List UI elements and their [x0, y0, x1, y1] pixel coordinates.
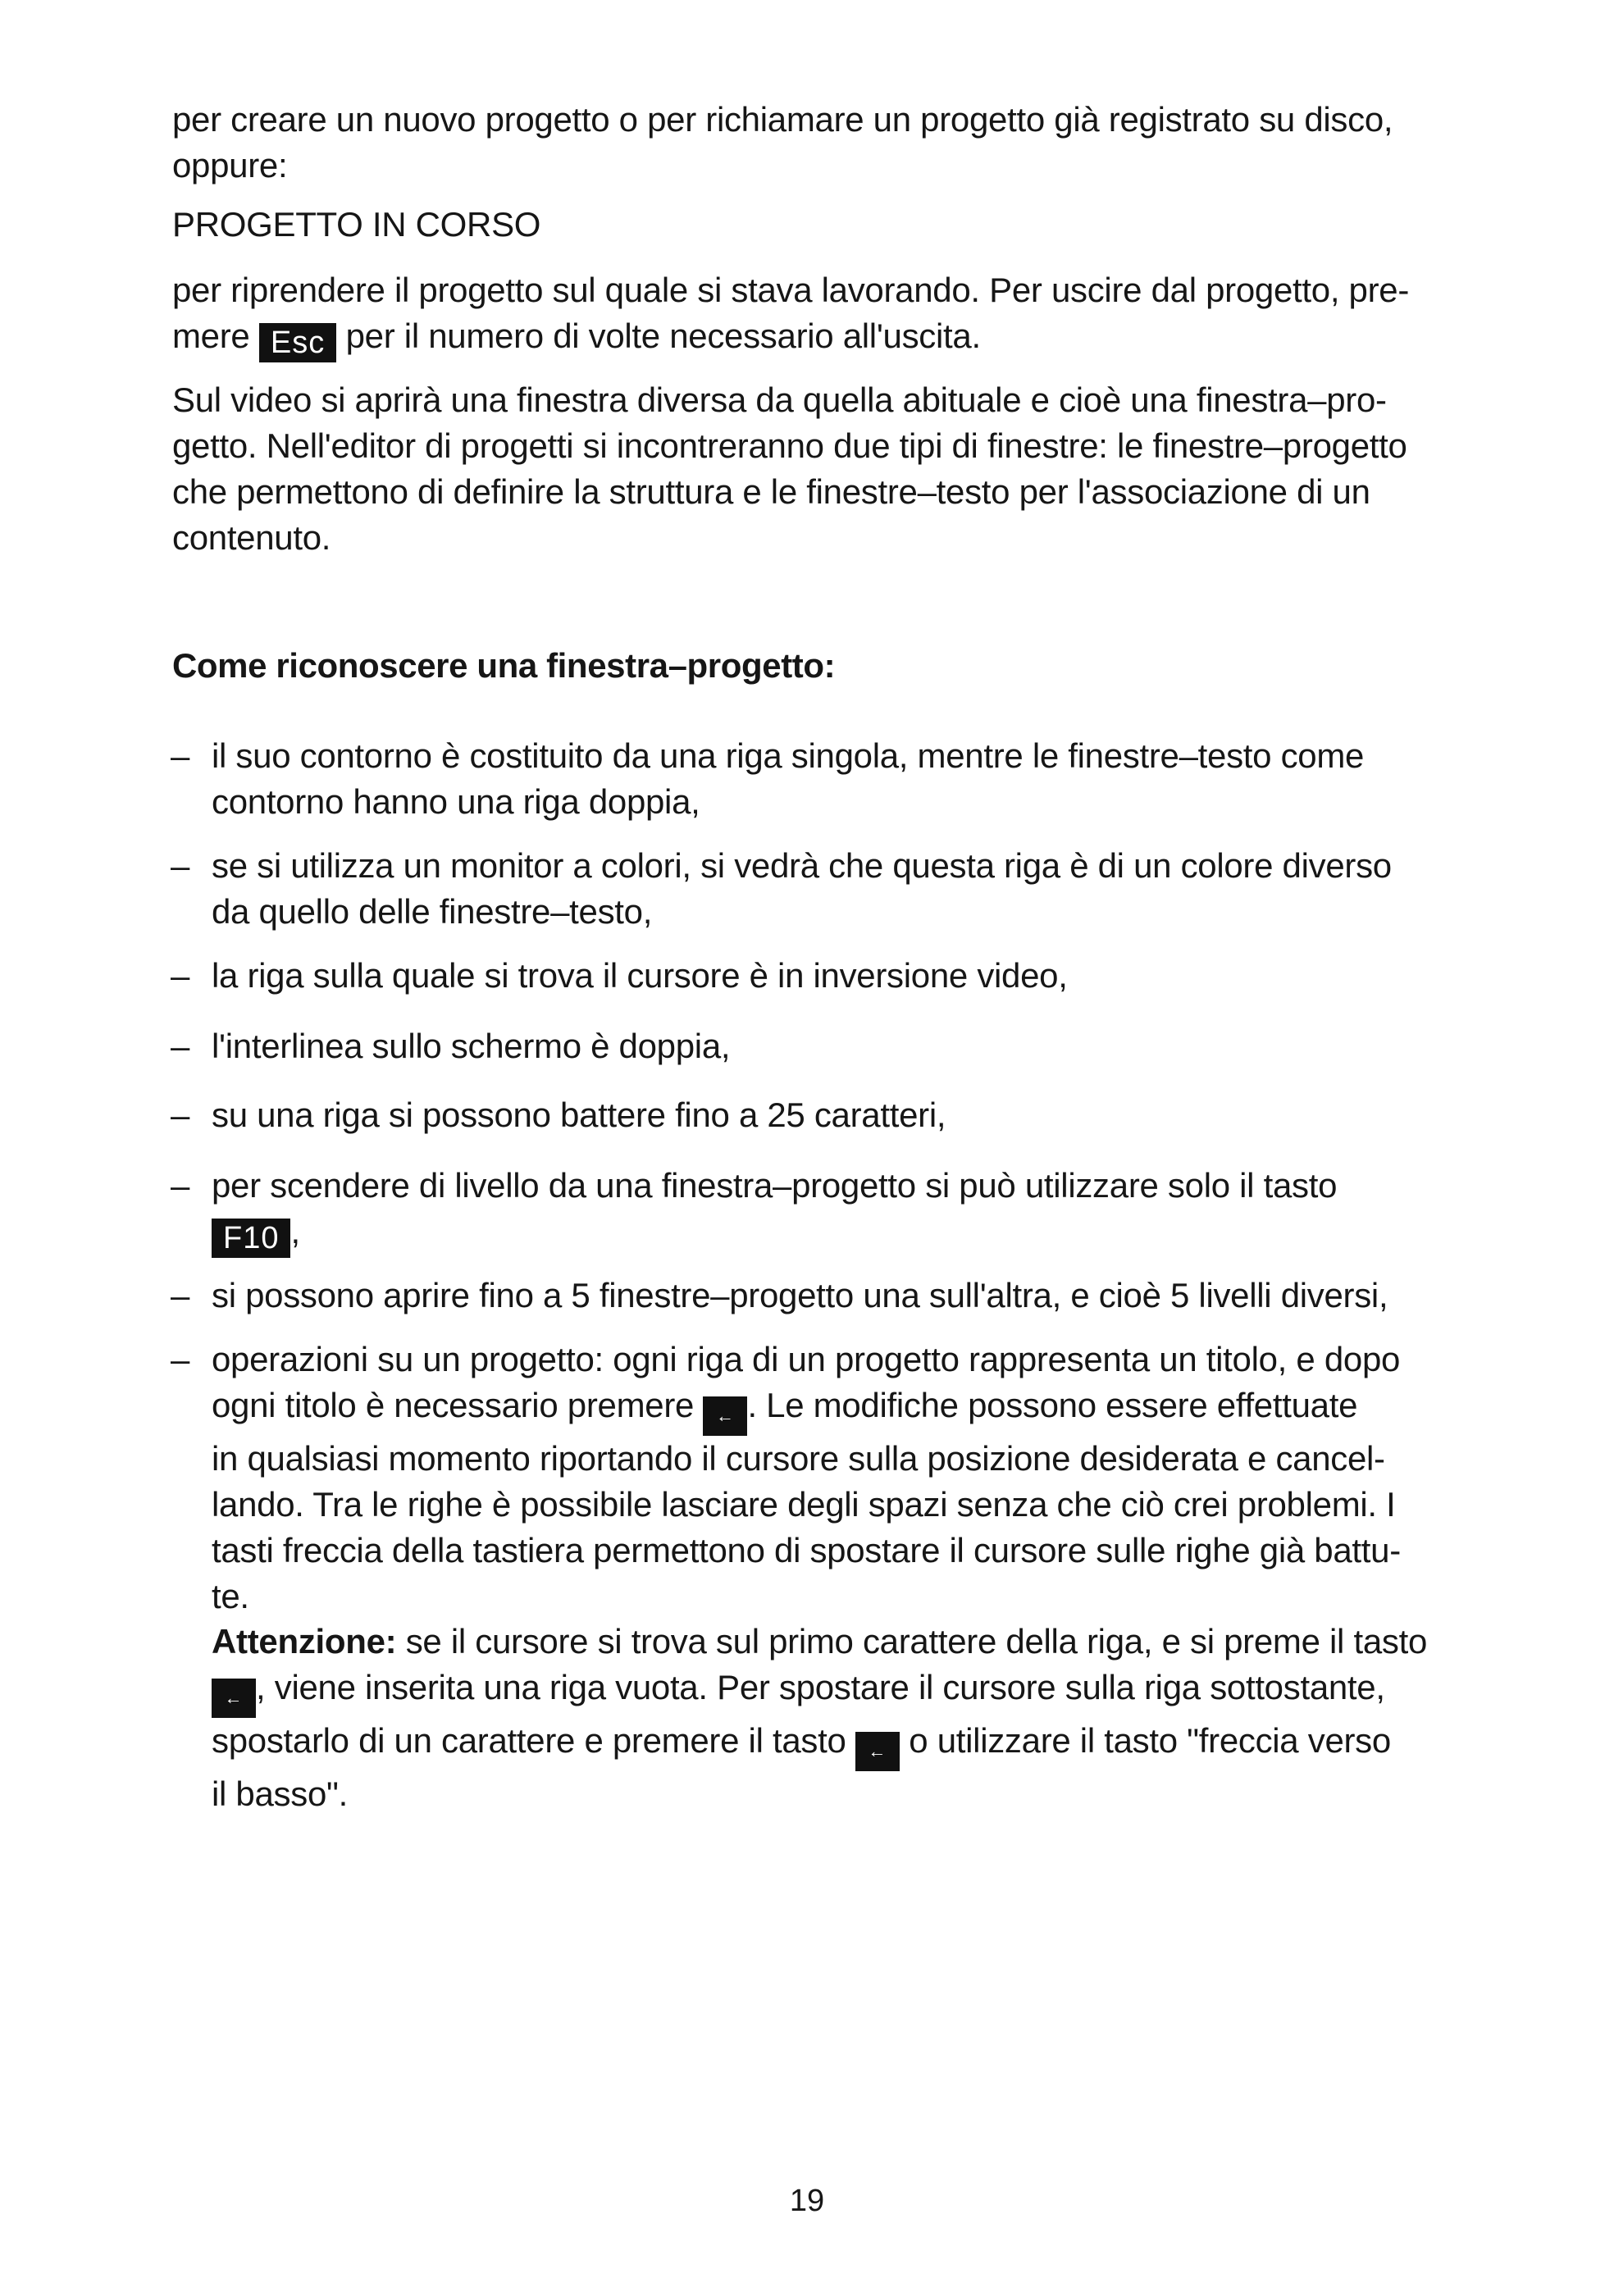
attention-line-4: il basso". — [212, 1774, 348, 1813]
bullet-text — [212, 843, 1392, 935]
option-label: PROGETTO IN CORSO — [172, 205, 541, 244]
bullet-dash: – — [171, 1166, 190, 1205]
bullet-line: su una riga si possono battere fino a 25 caratteri, — [212, 1096, 946, 1134]
bullet-line — [212, 1383, 1401, 1436]
bullet-text — [212, 1163, 1337, 1258]
section-heading: Come riconoscere una finestra–progetto: — [172, 646, 836, 685]
attention-line-1-text: se il cursore si trova sul primo carattere della riga, e si preme il tasto — [396, 1622, 1427, 1660]
bullet-line: da quello delle finestre–testo, — [212, 892, 653, 931]
attention-label: Attenzione: — [212, 1622, 397, 1660]
resume-line-2-before: mere — [172, 317, 250, 355]
bullet-line: se si utilizza un monitor a colori, si vedrà che questa riga è di un colore diverso — [212, 846, 1392, 885]
resume-line-2-after: per il numero di volte necessario all'uscita. — [345, 317, 981, 355]
bullet-dash: – — [171, 956, 190, 995]
bullet-line: tasti freccia della tastiera permettono di spostare il cursore sulle righe già battu- — [212, 1531, 1401, 1569]
bullet-line: la riga sulla quale si trova il cursore è in inversione video, — [212, 956, 1068, 995]
esc-key: Esc — [259, 323, 336, 362]
bullet-line: si possono aprire fino a 5 finestre–progetto una sull'altra, e cioè 5 livelli diversi, — [212, 1276, 1388, 1314]
attention-line-1 — [212, 1619, 1427, 1665]
video-line-3: che permettono di definire la struttura e le finestre–testo per l'associazione di un — [172, 472, 1370, 511]
bullet-line: operazioni su un progetto: ogni riga di un progetto rappresenta un titolo, e dopo — [212, 1340, 1401, 1378]
page-number: 19 — [789, 2184, 825, 2218]
bullet-text — [212, 733, 1364, 825]
video-line-1: Sul video si aprirà una finestra diversa da quella abituale e cioè una finestra–pro- — [172, 380, 1387, 419]
resume-line-2 — [172, 313, 1409, 362]
resume-line-1: per riprendere il progetto sul quale si stava lavorando. Per uscire dal progetto, pre- — [172, 271, 1410, 309]
bullet-line — [212, 1209, 1337, 1258]
intro-line-2: oppure: — [172, 146, 288, 184]
attention-line-3-after: o utilizzare il tasto "freccia verso — [909, 1721, 1391, 1760]
bullet-dash: – — [171, 1340, 190, 1378]
intro-paragraph — [172, 97, 1393, 189]
bullet-line: lando. Tra le righe è possibile lasciare degli spazi senza che ciò crei problemi. I — [212, 1485, 1396, 1524]
attention-paragraph — [212, 1619, 1427, 1817]
bullet-dash: – — [171, 1027, 190, 1065]
bullet-line: il suo contorno è costituito da una riga singola, mentre le finestre–testo come — [212, 736, 1365, 775]
bullet-text — [212, 1023, 730, 1069]
bullet-line: per scendere di livello da una finestra–progetto si può utilizzare solo il tasto — [212, 1166, 1338, 1205]
attention-line-3-before: spostarlo di un carattere e premere il tasto — [212, 1721, 846, 1760]
bullet-line: contorno hanno una riga doppia, — [212, 782, 700, 821]
attention-line-3 — [212, 1718, 1427, 1771]
resume-paragraph — [172, 267, 1409, 362]
f10-key: F10 — [212, 1219, 290, 1258]
attention-line-2-text: , viene inserita una riga vuota. Per spostare il cursore sulla riga sottostante, — [256, 1668, 1385, 1706]
bullet-line-after: . Le modifiche possono essere effettuate — [747, 1386, 1358, 1424]
bullet-line-before: ogni titolo è necessario premere — [212, 1386, 695, 1424]
bullet-text — [212, 953, 1068, 999]
bullet-dash: – — [171, 846, 190, 885]
bullet-text — [212, 1092, 946, 1138]
video-line-2: getto. Nell'editor di progetti si incontreranno due tipi di finestre: le finestre–progetto — [172, 426, 1407, 465]
bullet-dash: – — [171, 736, 190, 775]
attention-line-2 — [212, 1665, 1427, 1718]
enter-key: ← — [212, 1679, 256, 1718]
video-paragraph — [172, 377, 1407, 561]
video-line-4: contenuto. — [172, 518, 331, 557]
bullet-text — [212, 1337, 1401, 1620]
bullet-line-after: , — [290, 1212, 300, 1250]
bullet-dash: – — [171, 1096, 190, 1134]
bullet-line: l'interlinea sullo schermo è doppia, — [212, 1027, 731, 1065]
enter-key: ← — [855, 1732, 900, 1771]
bullet-line: te. — [212, 1577, 249, 1615]
bullet-dash: – — [171, 1276, 190, 1314]
bullet-text — [212, 1273, 1388, 1319]
bullet-line: in qualsiasi momento riportando il cursore sulla posizione desiderata e cancel- — [212, 1439, 1385, 1478]
intro-line-1: per creare un nuovo progetto o per richiamare un progetto già registrato su disco, — [172, 100, 1393, 139]
enter-key: ← — [703, 1396, 747, 1436]
